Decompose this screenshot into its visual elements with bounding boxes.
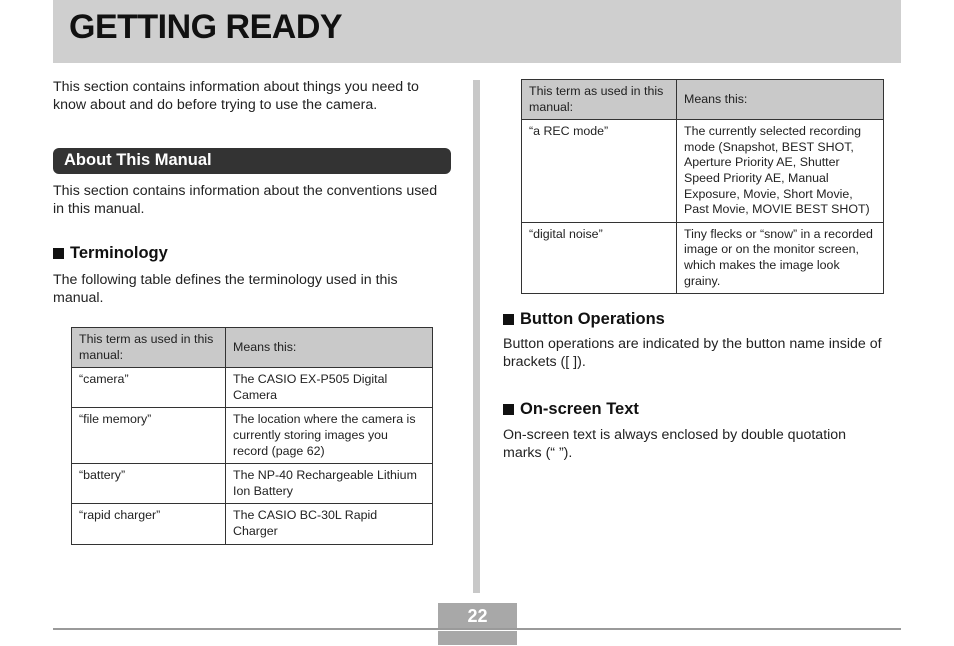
- term-cell: “a REC mode”: [522, 120, 677, 223]
- button-operations-paragraph: Button operations are indicated by the button name inside of brackets ([ ]).: [503, 336, 882, 370]
- terminology-heading-label: Terminology: [70, 244, 168, 262]
- table-row: [72, 504, 433, 544]
- button-operations-heading: [503, 310, 665, 329]
- section-header-bar: [53, 148, 451, 174]
- square-bullet-icon: [503, 314, 514, 325]
- footer-rule: [53, 628, 901, 630]
- terminology-paragraph: The following table defines the terminology used in this manual.: [53, 272, 398, 306]
- table-row: [522, 222, 884, 293]
- table-row: [72, 368, 433, 408]
- terminology-table-continued: [521, 79, 884, 294]
- table-header-row: [522, 80, 884, 120]
- term-cell: “rapid charger”: [72, 504, 226, 544]
- intro-paragraph: This section contains information about things you need to know about and do before trying to use the camera.: [53, 79, 419, 113]
- table-row: [522, 120, 884, 223]
- column-divider: [473, 80, 480, 593]
- meaning-cell: Tiny flecks or “snow” in a recorded image or on the monitor screen, which makes the image look grainy.: [677, 222, 884, 293]
- page-number-tab: [438, 631, 517, 645]
- table-row: [72, 464, 433, 504]
- square-bullet-icon: [503, 404, 514, 415]
- terminology-heading: [53, 244, 168, 263]
- table-header-row: [72, 328, 433, 368]
- term-cell: “digital noise”: [522, 222, 677, 293]
- square-bullet-icon: [53, 248, 64, 259]
- terminology-table: [71, 327, 433, 545]
- column-header-term: This term as used in this manual:: [72, 328, 226, 368]
- page-number: 22: [467, 606, 488, 626]
- meaning-cell: The currently selected recording mode (Snapshot, BEST SHOT, Aperture Priority AE, Shutter Speed Priority AE, Manual Exposure, Movie, Short Movie, Past Movie, MOVIE BEST SHOT): [677, 120, 884, 223]
- column-header-meaning: Means this:: [226, 328, 433, 368]
- meaning-cell: The location where the camera is currently storing images you record (page 62): [226, 408, 433, 464]
- meaning-cell: The CASIO BC-30L Rapid Charger: [226, 504, 433, 544]
- column-header-term: This term as used in this manual:: [522, 80, 677, 120]
- meaning-cell: The NP-40 Rechargeable Lithium Ion Battery: [226, 464, 433, 504]
- button-operations-heading-label: Button Operations: [520, 310, 665, 328]
- onscreen-text-paragraph: On-screen text is always enclosed by double quotation marks (“ ”).: [503, 427, 847, 461]
- page-title: GETTING READY: [69, 8, 343, 46]
- section-intro-paragraph: This section contains information about the conventions used in this manual.: [53, 183, 438, 217]
- term-cell: “camera”: [72, 368, 226, 408]
- column-header-meaning: Means this:: [677, 80, 884, 120]
- meaning-cell: The CASIO EX-P505 Digital Camera: [226, 368, 433, 408]
- table-row: [72, 408, 433, 464]
- term-cell: “file memory”: [72, 408, 226, 464]
- page-number-box: [438, 603, 517, 629]
- section-title: About This Manual: [64, 151, 212, 169]
- onscreen-text-heading: [503, 400, 639, 419]
- term-cell: “battery”: [72, 464, 226, 504]
- onscreen-text-heading-label: On-screen Text: [520, 400, 639, 418]
